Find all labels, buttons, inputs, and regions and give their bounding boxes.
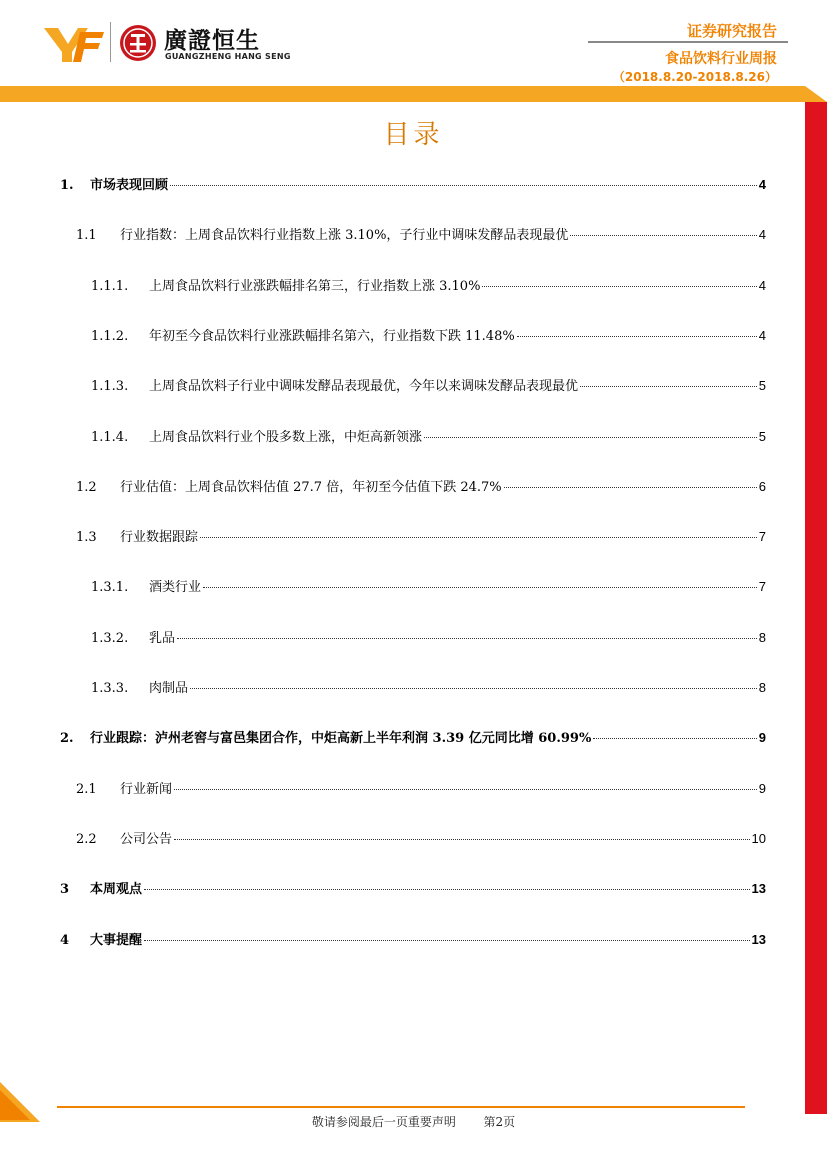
toc-entry[interactable] [91, 325, 766, 345]
toc-entry-number: 1.1 [76, 228, 97, 243]
header-band [0, 86, 827, 102]
toc-entry-page: 4 [758, 177, 766, 192]
toc-entry-title: 市场表现回顾 [90, 178, 169, 193]
right-side-bar [805, 102, 827, 1114]
report-name: 食品饮料行业周报 [665, 51, 777, 67]
toc-entry[interactable] [91, 426, 766, 446]
report-period: （2018.8.20-2018.8.26） [612, 70, 777, 84]
toc-dot-leader [144, 940, 750, 941]
toc-entry-number: 1.1.2. [91, 329, 129, 344]
seal-logo-icon [119, 24, 157, 62]
toc-entry-title: 行业新闻 [120, 782, 173, 797]
toc-entry-title: 肉制品 [149, 681, 189, 696]
toc-dot-leader [203, 587, 757, 588]
toc-entry[interactable] [91, 627, 766, 647]
toc-entry-page: 4 [758, 278, 766, 293]
toc-entry-number: 1.3.3. [91, 681, 129, 696]
toc-dot-leader [504, 487, 757, 488]
toc-entry[interactable] [76, 828, 766, 848]
toc-entry-title: 大事提醒 [90, 933, 143, 948]
toc-dot-leader [144, 889, 750, 890]
toc-entry[interactable] [76, 778, 766, 798]
toc-entry-page: 8 [758, 630, 766, 645]
toc-dot-leader [424, 437, 757, 438]
toc-entry[interactable] [76, 224, 766, 244]
toc-entry-title: 年初至今食品饮料行业涨跌幅排名第六，行业指数下跌 11.48% [149, 329, 515, 344]
page-footer [0, 1113, 827, 1130]
toc-entry-page: 6 [758, 479, 766, 494]
report-type: 证券研究报告 [686, 22, 777, 40]
page-number: 第2页 [483, 1115, 516, 1129]
toc-entry[interactable] [76, 476, 766, 496]
toc-entry-page: 10 [751, 831, 766, 846]
toc-dot-leader [517, 336, 757, 337]
toc-dot-leader [177, 638, 757, 639]
toc-dot-leader [174, 839, 750, 840]
footer-divider [57, 1106, 745, 1108]
toc-entry-number: 1.3.1. [91, 580, 129, 595]
toc-dot-leader [593, 738, 756, 739]
toc-entry-page: 13 [751, 881, 766, 896]
toc-entry-page: 5 [758, 429, 766, 444]
toc-entry-title: 公司公告 [120, 832, 173, 847]
header-divider [588, 41, 788, 43]
brand-name-english: GUANGZHENG HANG SENG [165, 52, 291, 61]
toc-entry-number: 1.1.4. [91, 430, 129, 445]
toc-entry-number: 1.1.3. [91, 379, 129, 394]
toc-entry-page: 9 [758, 781, 766, 796]
toc-entry-number: 1.1.1. [91, 279, 129, 294]
toc-entry-title: 本周观点 [90, 882, 143, 897]
toc-entry-number: 1.3 [76, 530, 97, 545]
toc-entry-page: 7 [758, 529, 766, 544]
toc-dot-leader [174, 789, 757, 790]
toc-entry-title: 上周食品饮料子行业中调味发酵品表现最优，今年以来调味发酵品表现最优 [149, 379, 579, 394]
footer-disclaimer: 敬请参阅最后一页重要声明 [311, 1115, 456, 1129]
toc-entry[interactable] [91, 677, 766, 697]
toc-entry-number: 4 [60, 933, 70, 948]
toc-dot-leader [200, 537, 757, 538]
toc-entry-title: 酒类行业 [149, 580, 202, 595]
company-logo-icon [44, 24, 104, 64]
header-band-notch [805, 86, 827, 102]
toc-entry[interactable] [76, 526, 766, 546]
toc-dot-leader [482, 286, 756, 287]
toc-entry-page: 5 [758, 378, 766, 393]
toc-entry-number: 2. [60, 731, 74, 746]
toc-entry-page: 7 [758, 579, 766, 594]
toc-entry-title: 行业指数：上周食品饮料行业指数上涨 3.10%，子行业中调味发酵品表现最优 [120, 228, 569, 243]
toc-entry-page: 4 [758, 328, 766, 343]
toc-dot-leader [170, 185, 757, 186]
toc-entry[interactable] [91, 576, 766, 596]
toc-entry-number: 1.3.2. [91, 631, 129, 646]
toc-entry-title: 上周食品饮料行业个股多数上涨，中炬高新领涨 [149, 430, 423, 445]
toc-entry-title: 上周食品饮料行业涨跌幅排名第三，行业指数上涨 3.10% [149, 279, 481, 294]
toc-entry[interactable] [60, 929, 766, 949]
toc-entry-number: 2.1 [76, 782, 97, 797]
toc-entry-title: 乳品 [149, 631, 176, 646]
toc-entry-title: 行业数据跟踪 [120, 530, 199, 545]
toc-entry-number: 3 [60, 882, 70, 897]
brand-name: 廣證恒生 [164, 28, 260, 54]
toc-entry-page: 9 [758, 730, 766, 745]
toc-dot-leader [580, 386, 757, 387]
toc-entry[interactable] [60, 174, 766, 194]
toc-entry[interactable] [60, 727, 766, 747]
toc-entry-title: 行业跟踪：泸州老窖与富邑集团合作，中炬高新上半年利润 3.39 亿元同比增 60.99% [90, 731, 592, 746]
toc-dot-leader [190, 688, 757, 689]
logo-separator [110, 22, 111, 62]
toc-entry-number: 1.2 [76, 480, 97, 495]
toc-entry[interactable] [60, 878, 766, 898]
toc-entry-page: 4 [758, 227, 766, 242]
toc-entry-number: 1. [60, 178, 74, 193]
toc-entry-page: 13 [751, 932, 766, 947]
toc-entry-number: 2.2 [76, 832, 97, 847]
toc-entry[interactable] [91, 375, 766, 395]
toc-entry[interactable] [91, 275, 766, 295]
toc-entry-page: 8 [758, 680, 766, 695]
toc-title: 目录 [383, 120, 444, 150]
toc-dot-leader [570, 235, 756, 236]
toc-entry-title: 行业估值：上周食品饮料估值 27.7 倍，年初至今估值下跌 24.7% [120, 480, 502, 495]
